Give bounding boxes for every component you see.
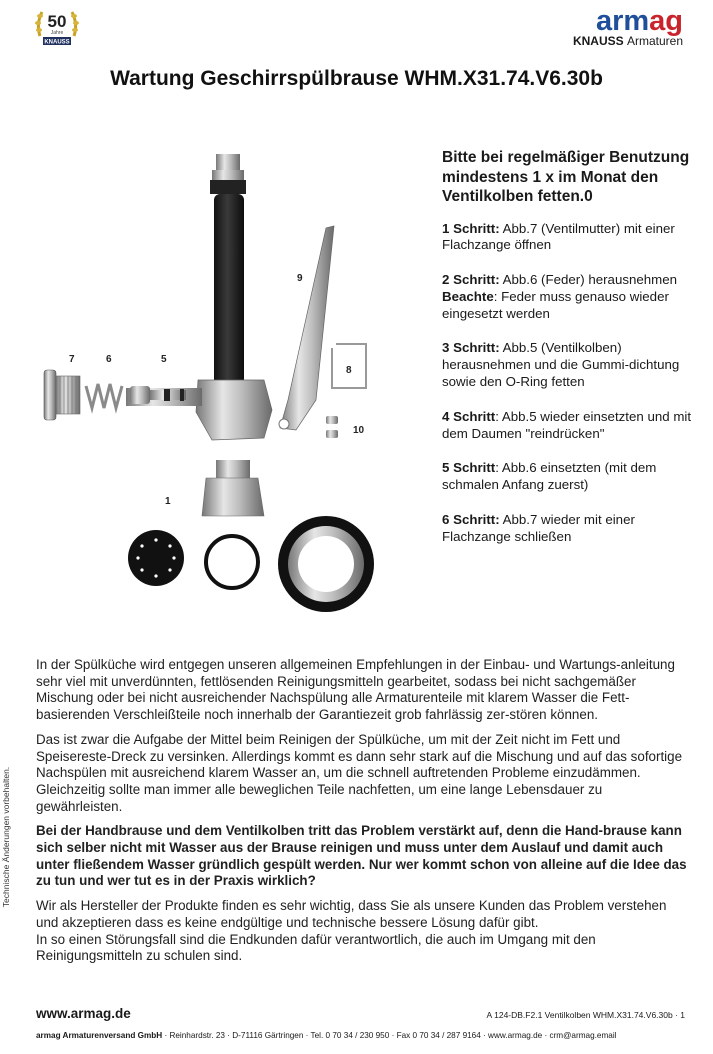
maintenance-intro: Bitte bei regelmäßiger Benutzung mindestens 1 x im Monat den Ventilkolben fetten.0 xyxy=(442,149,690,205)
step-2: 2 Schritt: Abb.6 (Feder) herausnehmen Beachte: Feder muss genauso wieder eingesetzt werden xyxy=(442,272,678,321)
label-1: 1 xyxy=(165,496,171,507)
anniversary-badge-logo xyxy=(34,6,80,50)
paragraph-4: Wir als Hersteller der Produkte finden es sehr wichtig, dass Sie als unsere Kunden das Problem verstehen und akzeptieren dass es keine endgültige und technische bessere Lösung dafür gibt. xyxy=(36,898,667,930)
label-8: 8 xyxy=(346,365,352,376)
part-10-screws xyxy=(326,416,338,438)
footer-document-ref: A 124-DB.F2.1 Ventilkolben WHM.X31.74.V6.30b · 1 xyxy=(486,1010,685,1020)
paragraph-5: In so einen Störungsfall sind die Endkunden dafür verantwortlich, die auch im Umgang mit den Reinigungsmitteln zu schulen sind. xyxy=(36,931,596,964)
paragraph-3: Bei der Handbrause und dem Ventilkolben tritt das Problem verstärkt auf, denn die Hand-brause kann sich selber nicht mit Wasser aus der Brause reinigen und muss unter dem Auslauf und damit auch unter fließendem Wasser gründlich gespült werden. Nur wer kommt schon von alleine auf die Idee das zu tun und wer tut es in der Praxis wirklich? xyxy=(36,823,687,889)
body-text xyxy=(36,657,690,973)
label-5: 5 xyxy=(161,354,167,365)
part-7-valve-nut xyxy=(44,370,80,420)
label-9: 9 xyxy=(297,273,303,284)
label-6: 6 xyxy=(106,354,112,365)
part-6-spring xyxy=(86,384,122,408)
page-title: Wartung Geschirrspülbrause WHM.X31.74.V6.30b xyxy=(110,67,603,90)
step-4: 4 Schritt: Abb.5 wieder einsetzten und mit dem Daumen "reindrücken" xyxy=(442,408,692,441)
rubber-seal-ring xyxy=(278,516,374,612)
step-3: 3 Schritt: Abb.5 (Ventilkolben) herausnehmen und die Gummi-dichtung sowie den O-Ring fetten xyxy=(442,340,680,390)
part-1-nozzle-cap xyxy=(202,460,264,516)
step-6: 6 Schritt: Abb.7 wieder mit einer Flachzange schließen xyxy=(442,512,635,544)
label-7: 7 xyxy=(69,354,75,365)
part-9-lever xyxy=(279,226,334,430)
step-1: 1 Schritt: Abb.7 (Ventilmutter) mit einer Flachzange öffnen xyxy=(442,220,675,253)
footer-url-link[interactable]: www.armag.de xyxy=(36,1006,131,1021)
side-note: Technische Änderungen vorbehalten. xyxy=(1,766,11,908)
paragraph-1: In der Spülküche wird entgegen unseren allgemeinen Empfehlungen in der Einbau- und Wartungs-anleitung sehr viel mit unverdünnten, fettlösenden Reinigungsmitteln gearbeitet, sodass bei nicht sachgemäßer Mischung oder bei nicht ausreichender Nachspülung alle Armaturenteile mit klarem Wasser die Fett-basierenden Verschleißteile noch innerhalb der Garantiezeit grob fahrlässig zer-stören können. xyxy=(36,657,675,723)
footer-address: armag Armaturenversand GmbH · Reinhardstr. 23 · D-71116 Gärtringen · Tel. 0 70 34 / 230 950 · Fax 0 70 34 / 287 9164 · www.armag.de · crm@armag.email xyxy=(36,1031,617,1040)
svg-text:50: 50 xyxy=(47,12,67,31)
svg-text:KNAUSS: KNAUSS xyxy=(44,39,70,46)
armag-knauss-logo: armag KNAUSS Armaturen xyxy=(572,5,683,48)
nozzle-face-disc xyxy=(128,530,184,586)
svg-text:Jahre: Jahre xyxy=(50,30,64,36)
maintenance-instructions xyxy=(442,148,697,564)
o-ring xyxy=(206,536,258,588)
step-5: 5 Schritt: Abb.6 einsetzten (mit dem schmalen Anfang zuerst) xyxy=(442,460,657,493)
paragraph-2: Das ist zwar die Aufgabe der Mittel beim Reinigen der Spülküche, um mit der Zeit nicht im Fett und Speisereste-Dreck zu versinken. Allerdings kommt es dann sehr stark auf die Mischung und auf das sofortige Nachspülen mit ausreichend klarem Wasser an, um die schnell auftretenden Probleme einzudämmen. Gleichzeitig sollte man immer alle beweglichen Teile nachfetten, um eine lange Lebensdauer zu gewährleisten. xyxy=(36,731,683,814)
label-10: 10 xyxy=(353,425,365,436)
exploded-parts-drawing xyxy=(26,140,426,620)
